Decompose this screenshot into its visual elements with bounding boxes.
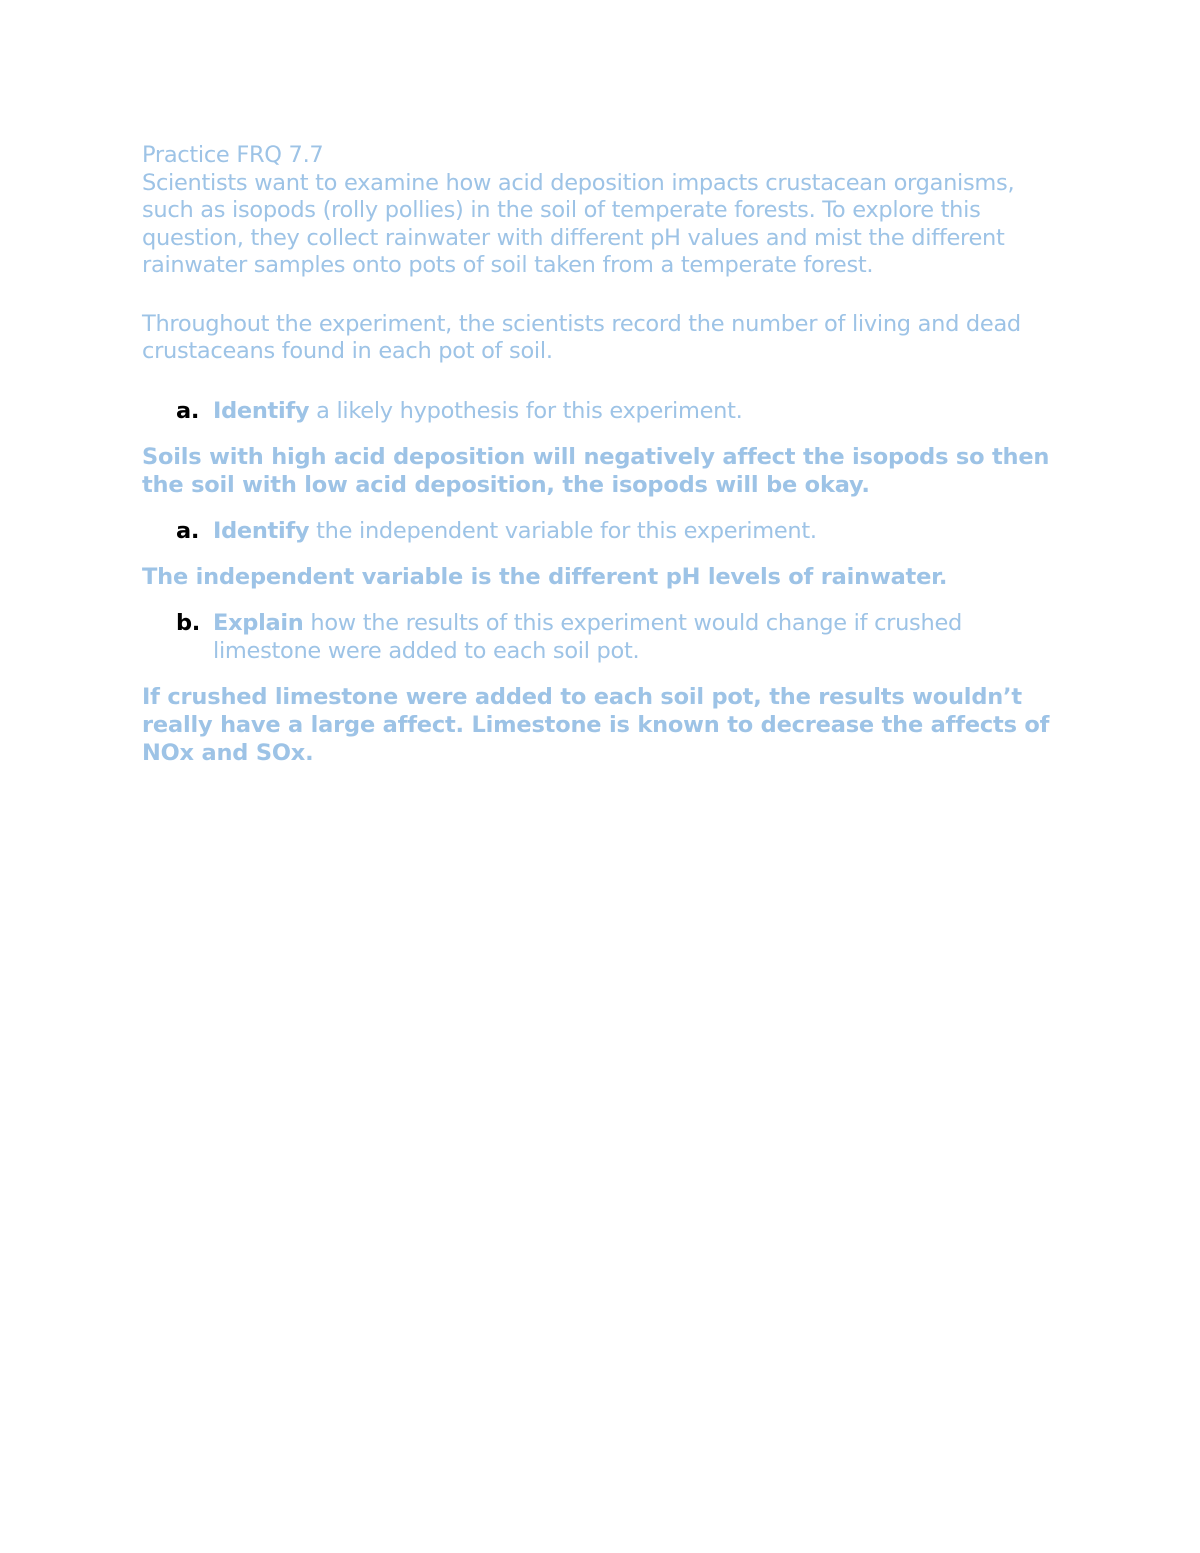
answer-text: Soils with high acid deposition will negatively affect the isopods so then the soil with low acid deposition, the isopods will be okay. [142, 443, 1050, 498]
list-marker: a. [176, 397, 200, 424]
question-text: a likely hypothesis for this experiment. [309, 397, 743, 424]
question-item [142, 397, 1072, 425]
list-marker: a. [176, 517, 200, 544]
question-verb: Identify [213, 397, 310, 424]
document-body [142, 142, 1072, 767]
question-text: the independent variable for this experiment. [309, 517, 817, 544]
question-verb: Explain [213, 609, 304, 636]
list-marker: b. [176, 609, 201, 636]
intro-paragraph: Scientists want to examine how acid deposition impacts crustacean organisms, such as isopods (rolly pollies) in the soil of temperate forests. To explore this question, they collect rainwater with different pH values and mist the different rainwater samples onto pots of soil taken from a temperate forest. [142, 169, 1015, 278]
answer-text: The independent variable is the different pH levels of rainwater. [142, 563, 948, 590]
question-item [142, 609, 1072, 665]
answer-text: If crushed limestone were added to each soil pot, the results wouldn’t really have a large affect. Limestone is known to decrease the affects of NOx and SOx. [142, 683, 1050, 766]
question-verb: Identify [213, 517, 310, 544]
question-item [142, 517, 1072, 545]
observation-paragraph: Throughout the experiment, the scientists record the number of living and dead crustaceans found in each pot of soil. [142, 310, 1021, 364]
question-text: how the results of this experiment would change if crushed limestone were added to each soil pot. [213, 609, 962, 664]
document-title: Practice FRQ 7.7 [142, 142, 324, 168]
